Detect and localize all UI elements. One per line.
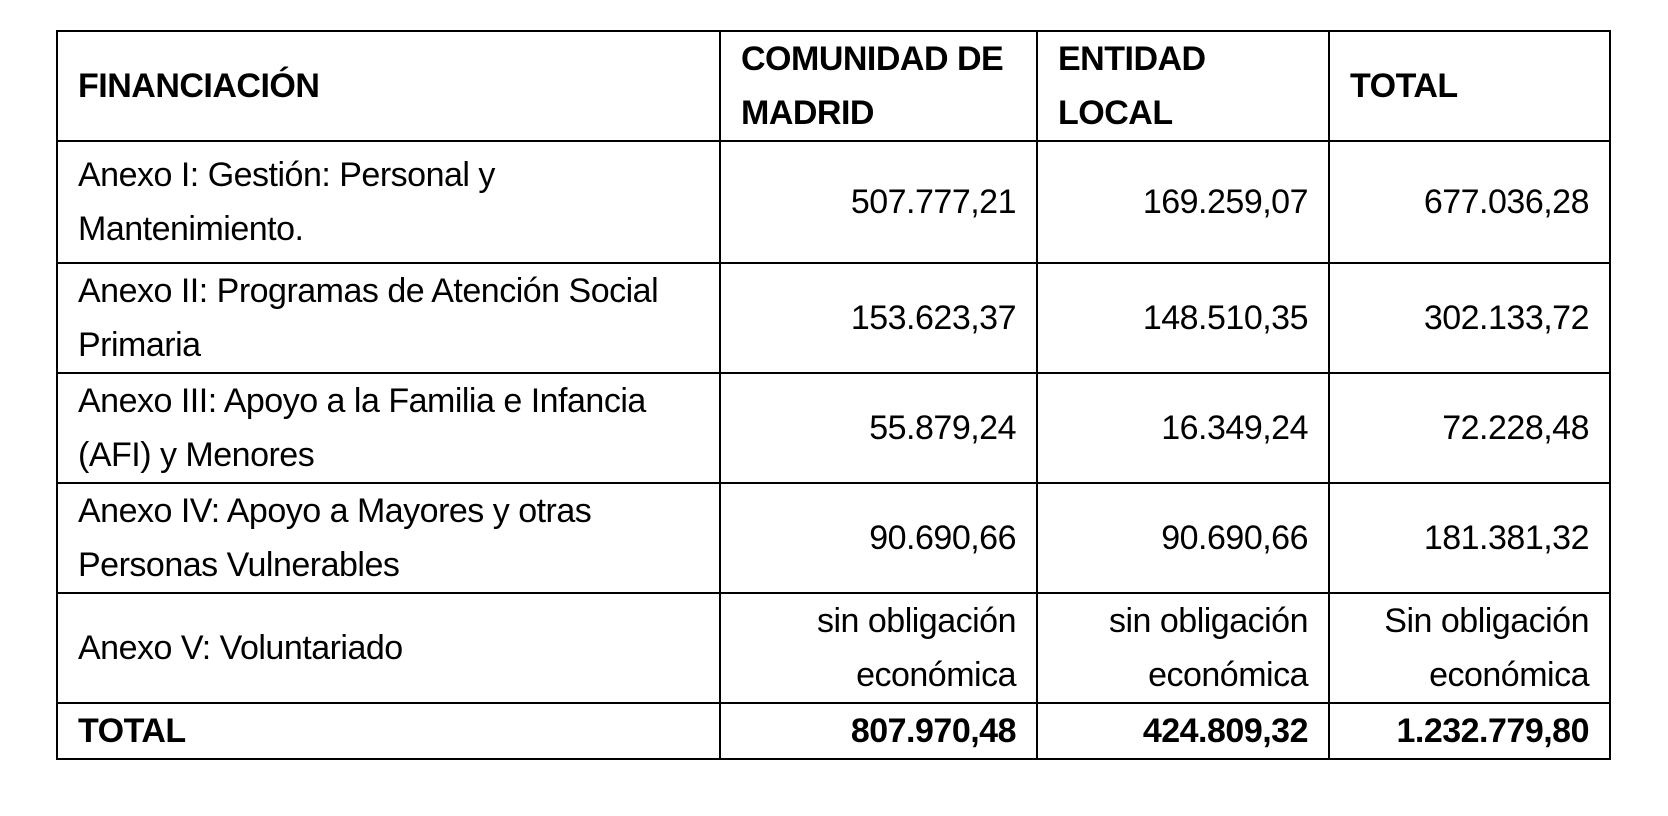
row-label: Anexo III: Apoyo a la Familia e Infancia (AFI) y Menores [57, 373, 720, 483]
total-label: TOTAL [57, 703, 720, 759]
row-label: Anexo II: Programas de Atención Social Primaria [57, 263, 720, 373]
cell-comunidad: 55.879,24 [720, 373, 1037, 483]
cell-entidad: 169.259,07 [1037, 141, 1329, 263]
table-row [57, 263, 1610, 373]
header-total: TOTAL [1329, 31, 1610, 141]
table-row [57, 483, 1610, 593]
row-label: Anexo V: Voluntariado [57, 593, 720, 703]
header-entidad-local: ENTIDAD LOCAL [1037, 31, 1329, 141]
header-comunidad-de-madrid: COMUNIDAD DE MADRID [720, 31, 1037, 141]
total-comunidad: 807.970,48 [720, 703, 1037, 759]
cell-comunidad: sin obligación económica [720, 593, 1037, 703]
cell-total: 181.381,32 [1329, 483, 1610, 593]
table-row [57, 373, 1610, 483]
row-label: Anexo I: Gestión: Personal y Mantenimiento. [57, 141, 720, 263]
cell-total: 302.133,72 [1329, 263, 1610, 373]
cell-comunidad: 507.777,21 [720, 141, 1037, 263]
cell-comunidad: 153.623,37 [720, 263, 1037, 373]
cell-comunidad: 90.690,66 [720, 483, 1037, 593]
cell-entidad: 148.510,35 [1037, 263, 1329, 373]
cell-entidad: 90.690,66 [1037, 483, 1329, 593]
cell-entidad: 16.349,24 [1037, 373, 1329, 483]
cell-total: Sin obligación económica [1329, 593, 1610, 703]
row-label: Anexo IV: Apoyo a Mayores y otras Personas Vulnerables [57, 483, 720, 593]
table-total-row [57, 703, 1610, 759]
table-row [57, 593, 1610, 703]
total-entidad: 424.809,32 [1037, 703, 1329, 759]
financing-table [56, 30, 1611, 760]
total-total: 1.232.779,80 [1329, 703, 1610, 759]
financing-table-container [56, 30, 1611, 760]
cell-entidad: sin obligación económica [1037, 593, 1329, 703]
header-financiacion: FINANCIACIÓN [57, 31, 720, 141]
cell-total: 677.036,28 [1329, 141, 1610, 263]
cell-total: 72.228,48 [1329, 373, 1610, 483]
table-row [57, 141, 1610, 263]
table-header-row [57, 31, 1610, 141]
